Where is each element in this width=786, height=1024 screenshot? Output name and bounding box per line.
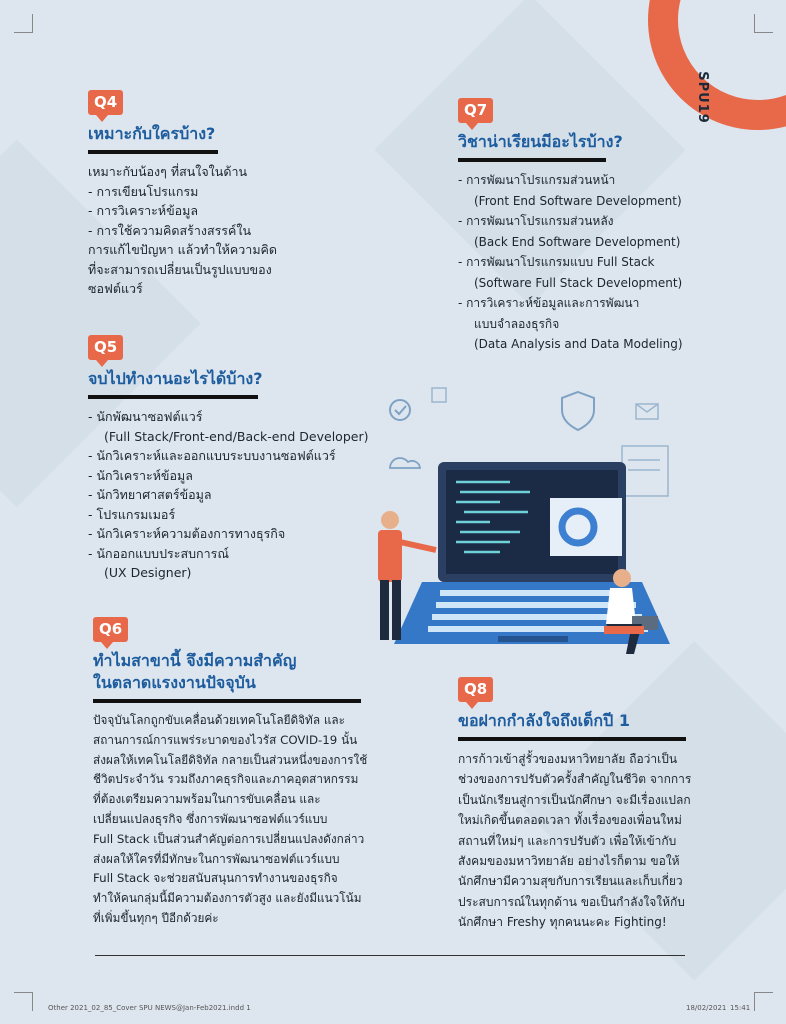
q7-line: - การพัฒนาโปรแกรมแบบ Full Stack bbox=[458, 255, 655, 269]
q5-section bbox=[88, 335, 388, 583]
q8-body bbox=[458, 749, 728, 933]
q7-rule bbox=[458, 158, 606, 162]
q7-line: (Software Full Stack Development) bbox=[474, 275, 683, 290]
q8-line: นักศึกษา Freshy ทุกคนนะคะ Fighting! bbox=[458, 915, 667, 930]
browser-icon bbox=[622, 446, 668, 496]
q6-line: สถานการณ์การแพร่ระบาดของไวรัส COVID-19 นั้น bbox=[93, 732, 358, 747]
q8-line: ช่วงของการปรับตัวครั้งสำคัญในชีวิต จากการ bbox=[458, 772, 692, 787]
q8-line: ประสบการณ์ในทุกด้าน ขอเป็นกำลังใจให้กับ bbox=[458, 894, 685, 909]
q8-section bbox=[458, 677, 728, 933]
q5-line: - นักวิเคราะห์และออกแบบระบบงานซอฟต์แวร์ bbox=[88, 448, 336, 463]
q4-line: - การวิเคราะห์ข้อมูล bbox=[88, 203, 199, 218]
q7-badge: Q7 bbox=[458, 98, 493, 123]
check-icon bbox=[390, 400, 410, 420]
q8-title: ขอฝากกำลังใจถึงเด็กปี 1 bbox=[458, 711, 630, 730]
q5-title: จบไปทำงานอะไรได้บ้าง? bbox=[88, 369, 263, 388]
q4-line: ซอฟต์แวร์ bbox=[88, 281, 143, 296]
q4-line: เหมาะกับน้องๆ ที่สนใจในด้าน bbox=[88, 164, 248, 179]
q6-line: ส่งผลให้ใครที่มีทักษะในการพัฒนาซอฟต์แวร์แบบ bbox=[93, 851, 340, 866]
q5-line: (Full Stack/Front-end/Back-end Developer) bbox=[104, 428, 369, 444]
q8-line: ใหม่เกิดขึ้นตลอดเวลา ทั้งเรื่องของเพื่อนใหม่ bbox=[458, 813, 682, 828]
q6-line: ทำให้คนกลุ่มนี้มีความต้องการตัวสูง และยังมีแนวโน้ม bbox=[93, 891, 362, 906]
q5-line: - นักวิเคราะห์ความต้องการทางธุรกิจ bbox=[88, 526, 286, 541]
q4-line: - การใช้ความคิดสร้างสรรค์ใน bbox=[88, 222, 252, 238]
q5-rule bbox=[88, 395, 258, 399]
q8-line: นักศึกษามีความสุขกับการเรียนและเก็บเกี่ยว bbox=[458, 874, 683, 889]
q6-line: ที่เพิ่มขึ้นทุกๆ ปีอีกด้วยค่ะ bbox=[93, 910, 219, 925]
q5-line: - นักวิทยาศาสตร์ข้อมูล bbox=[88, 487, 212, 502]
crop-mark bbox=[14, 992, 33, 1011]
q6-title-line1: ทำไมสาขานี้ จึงมีความสำคัญ bbox=[93, 651, 297, 670]
q5-line: - นักพัฒนาซอฟต์แวร์ bbox=[88, 409, 203, 424]
q6-badge: Q6 bbox=[93, 617, 128, 642]
q7-line: - การพัฒนาโปรแกรมส่วนหน้า bbox=[458, 173, 616, 187]
q8-line: สถานที่ใหม่ๆ และการปรับตัว เพื่อให้เข้ากับ bbox=[458, 833, 677, 848]
q5-line: (UX Designer) bbox=[104, 565, 192, 580]
q7-title: วิชาน่าเรียนมีอะไรบ้าง? bbox=[458, 132, 623, 151]
q6-line: เปลี่ยนแปลงธุรกิจ ซึ่งการพัฒนาซอฟต์แวร์แบบ bbox=[93, 811, 328, 826]
q4-title: เหมาะกับใครบ้าง? bbox=[88, 124, 216, 143]
q4-line: การแก้ไขปัญหา แล้วทำให้ความคิด bbox=[88, 242, 278, 257]
q4-rule bbox=[88, 150, 218, 154]
plus-icon bbox=[432, 388, 446, 402]
q6-line: Full Stack จะช่วยสนับสนุนการทำงานของธุรกิจ bbox=[93, 871, 338, 886]
q7-line: (Back End Software Development) bbox=[474, 234, 681, 249]
q7-line: - การพัฒนาโปรแกรมส่วนหลัง bbox=[458, 214, 614, 228]
q4-body bbox=[88, 162, 348, 299]
q7-section bbox=[458, 98, 708, 355]
q8-line: สังคมของมหาวิทยาลัย อย่างไรก็ตาม ขอให้ bbox=[458, 854, 680, 869]
q6-rule bbox=[93, 699, 361, 703]
brand-label: SPU19 bbox=[694, 71, 710, 124]
q6-line: ปัจจุบันโลกถูกขับเคลื่อนด้วยเทคโนโลยีดิจิทัล และ bbox=[93, 713, 345, 727]
footer-filename: Other 2021_02_85_Cover SPU NEWS@Jan-Feb2021.indd 1 bbox=[48, 1004, 251, 1012]
q7-line: แบบจำลองธุรกิจ bbox=[474, 316, 560, 331]
q6-line: ส่งผลให้เทคโนโลยีดิจิทัล กลายเป็นส่วนหนึ่งของการใช้ bbox=[93, 752, 368, 767]
q7-body bbox=[458, 170, 708, 355]
q7-line: (Data Analysis and Data Modeling) bbox=[474, 337, 683, 351]
q6-title-line2: ในตลาดแรงงานปัจจุบัน bbox=[93, 673, 256, 692]
crop-mark bbox=[14, 14, 33, 33]
q6-section bbox=[93, 617, 383, 929]
q5-badge: Q5 bbox=[88, 335, 123, 360]
laptop-illustration bbox=[360, 380, 680, 690]
footer-time: 15:41 bbox=[730, 1004, 751, 1012]
q7-line: - การวิเคราะห์ข้อมูลและการพัฒนา bbox=[458, 296, 640, 310]
q4-badge: Q4 bbox=[88, 90, 123, 115]
crop-mark bbox=[754, 992, 773, 1011]
q5-body bbox=[88, 407, 388, 583]
q8-line: การก้าวเข้าสู่รั้วของมหาวิทยาลัย ถือว่าเป็น bbox=[458, 752, 678, 766]
q5-line: - นักวิเคราะห์ข้อมูล bbox=[88, 467, 193, 483]
q4-line: ที่จะสามารถเปลี่ยนเป็นรูปแบบของ bbox=[88, 261, 272, 277]
footer-date: 18/02/2021 bbox=[686, 1004, 727, 1012]
q6-line: ชีวิตประจำวัน รวมถึงภาคธุรกิจและภาคอุตสาหกรรม bbox=[93, 772, 359, 787]
q6-line: Full Stack เป็นส่วนสำคัญต่อการเปลี่ยนแปลงดังกล่าว bbox=[93, 831, 365, 846]
q4-section bbox=[88, 90, 348, 299]
bottom-rule bbox=[95, 955, 685, 956]
q8-badge: Q8 bbox=[458, 677, 493, 702]
q4-line: - การเขียนโปรแกรม bbox=[88, 183, 199, 199]
q7-line: (Front End Software Development) bbox=[474, 193, 682, 208]
q6-line: ที่ต้องเตรียมความพร้อมในการขับเคลื่อน และ bbox=[93, 792, 321, 807]
q6-body bbox=[93, 711, 383, 929]
q5-line: - โปรแกรมเมอร์ bbox=[88, 506, 176, 522]
q5-line: - นักออกแบบประสบการณ์ bbox=[88, 545, 229, 561]
cloud-icon bbox=[390, 458, 420, 468]
q8-rule bbox=[458, 737, 686, 741]
q8-line: เป็นนักเรียนสู่การเป็นนักศึกษา จะมีเรื่องแปลก bbox=[458, 792, 691, 807]
shield-icon bbox=[562, 392, 594, 430]
